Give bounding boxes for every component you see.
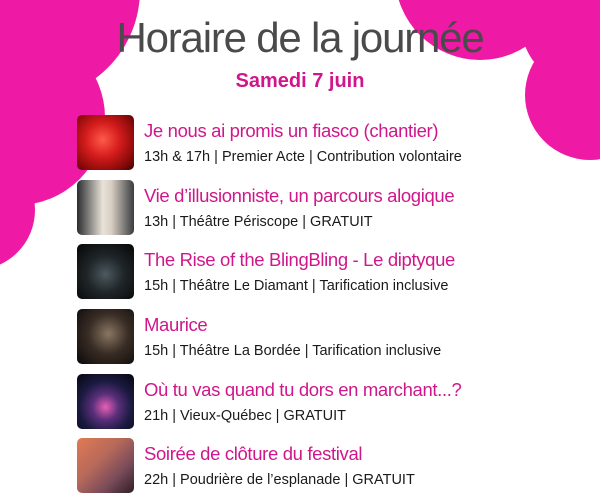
event-item[interactable] — [77, 438, 587, 501]
event-thumbnail — [77, 244, 134, 299]
event-details: 13h & 17h | Premier Acte | Contribution volontaire — [144, 149, 462, 165]
event-item[interactable] — [77, 309, 587, 372]
event-details: 13h | Théâtre Périscope | GRATUIT — [144, 213, 373, 230]
event-thumbnail — [77, 438, 134, 493]
event-thumbnail — [77, 180, 134, 235]
event-thumbnail — [77, 374, 134, 429]
date-subtitle: Samedi 7 juin — [235, 70, 365, 92]
event-item[interactable] — [77, 244, 587, 307]
event-title: Soirée de clôture du festival — [144, 443, 363, 465]
event-title: Je nous ai promis un fiasco (chantier) — [144, 120, 439, 141]
event-details: 15h | Théâtre Le Diamant | Tarification inclusive — [144, 278, 449, 295]
event-item[interactable] — [77, 180, 587, 243]
event-title: Vie d’illusionniste, un parcours alogique — [144, 184, 455, 206]
page-title: Horaire de la journée — [116, 14, 484, 61]
event-title: Maurice — [144, 314, 208, 336]
event-details: 21h | Vieux-Québec | GRATUIT — [144, 407, 347, 424]
event-item[interactable] — [77, 374, 587, 437]
event-thumbnail — [77, 115, 134, 170]
event-details: 22h | Poudrière de l’esplanade | GRATUIT — [144, 472, 415, 489]
event-item[interactable] — [77, 115, 587, 178]
event-title: Où tu vas quand tu dors en marchant...? — [144, 378, 462, 400]
event-list — [77, 115, 587, 503]
event-thumbnail — [77, 309, 134, 364]
event-title: The Rise of the BlingBling - Le diptyque — [144, 249, 455, 271]
event-details: 15h | Théâtre La Bordée | Tarification inclusive — [144, 343, 442, 360]
